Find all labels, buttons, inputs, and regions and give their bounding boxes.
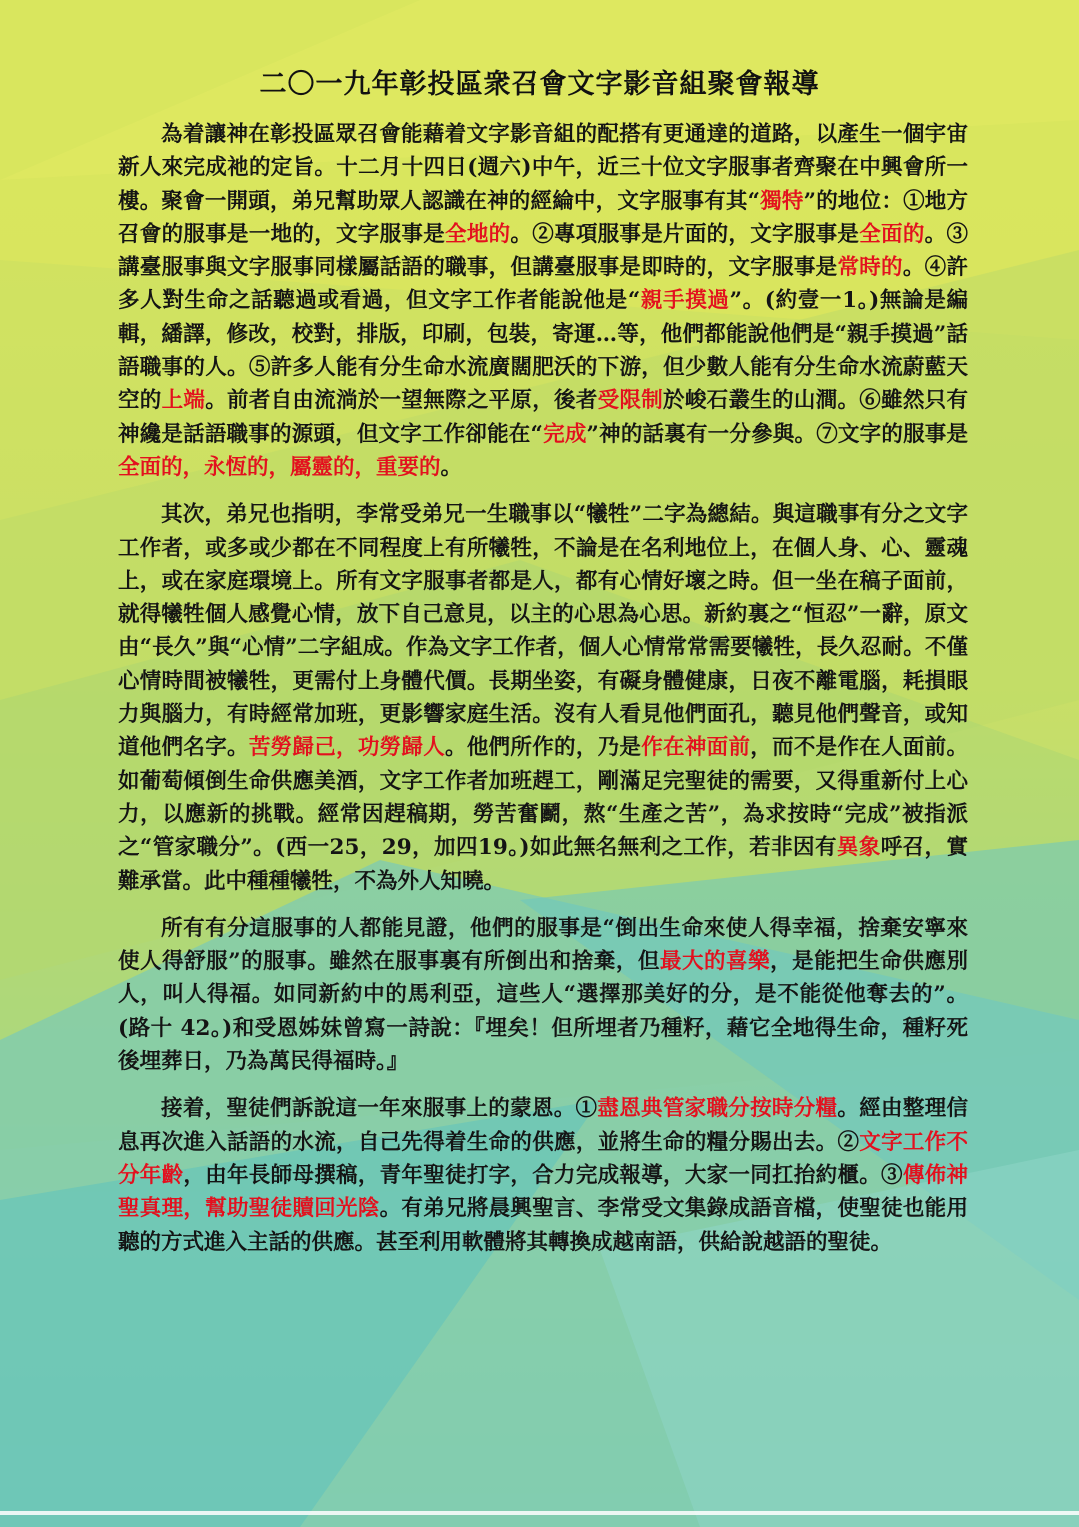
text-run: ，由年長師母撰稿，青年聖徒打字，合力完成報導，大家一同扛抬約櫃。③	[183, 1162, 903, 1188]
text-run: 。前者自由流淌於一望無際之平原，後者	[205, 388, 598, 414]
highlighted-text: 盡恩典管家職分按時分糧	[597, 1096, 838, 1122]
text-run: 為着讓神在彰投區眾召會能藉着文字影音組的配搭有更通達的道路，以產生一個宇宙新人來完成祂的定旨。十二月十四日(週六)中午，近三十位文字服事者齊聚在中興會所一樓。聚會一開頭，弟兄幫助眾人認識在神的經綸中，文字服事有其“	[118, 122, 968, 214]
text-run: 。②專項服事是片面的，文字服事是	[510, 221, 860, 247]
highlighted-text: 受限制	[597, 388, 664, 414]
highlighted-text: 傳佈神聖真理，幫助聖徒贖回光陰	[118, 1162, 968, 1222]
paragraph	[118, 1092, 968, 1258]
text-run: 。③講臺服事與文字服事同樣屬話語的職事，但講臺服事是即時的，文字服事是	[118, 221, 968, 281]
text-run: ，是能把生命供應別人，叫人得福。如同新約中的馬利亞，這些人“選擇那美好的分，是不能從他奪去的”。(路十 42。)和受恩姊妹曾寫一詩說：『埋矣！但所埋者乃種籽，藉它全地得生命，種籽死後埋葬日，乃為萬民得福時。』	[118, 949, 968, 1075]
text-run: 所有有分這服事的人都能見證，他們的服事是“倒出生命來使人得幸福，捨棄安寧來使人得舒服”的服事。雖然在服事裏有所倒出和捨棄，但	[118, 915, 968, 975]
highlighted-text: 苦勞歸己，功勞歸人	[248, 735, 446, 761]
paragraph	[118, 912, 968, 1078]
highlighted-text: 全面的，永恆的，屬靈的，重要的	[118, 454, 441, 480]
highlighted-text: 全面的	[859, 221, 925, 247]
text-run: ，而不是作在人面前。如葡萄傾倒生命供應美酒，文字工作者加班趕工，剛滿足完聖徒的需要，又得重新付上心力，以應新的挑戰。經常因趕稿期，勞苦奮鬬，熬“生產之苦”，為求按時“完成”被指派之“管家職分”。(西一25，29，加四19。)如此無名無利之工作，若非因有	[118, 735, 968, 861]
highlighted-text: 完成	[542, 421, 587, 447]
text-run: 其次，弟兄也指明，李常受弟兄一生職事以“犧牲”二字為總結。與這職事有分之文字工作者，或多或少都在不同程度上有所犧牲，不論是在名利地位上，在個人身、心、靈魂上，或在家庭環境上。所有文字服事者都是人，都有心情好壞之時。但一坐在稿子面前，就得犧牲個人感覺心情，放下自己意見，以主的心思為心思。新約裏之“恒忍”一辭，原文由“長久”與“心情”二字組成。作為文字工作者，個人心情常常需要犧牲，長久忍耐。不僅心情時間被犧牲，更需付上身體代價。長期坐姿，有礙身體健康，日夜不離電腦，耗損眼力與腦力，有時經常加班，更影響家庭生活。沒有人看見他們面孔，聽見他們聲音，或知道他們名字。	[118, 502, 968, 761]
paragraph	[118, 498, 968, 898]
text-run: ”的地位：①地方召會的服事是一地的，文字服事是	[118, 188, 968, 247]
paragraph	[118, 118, 968, 484]
page-title: 二〇一九年彰投區衆召會文字影音組聚會報導	[259, 69, 820, 100]
highlighted-text: 全地的	[445, 221, 511, 247]
highlighted-text: 作在神面前	[641, 735, 751, 761]
highlighted-text: 常時的	[837, 255, 903, 281]
highlighted-text: 獨特	[760, 188, 804, 214]
highlighted-text: 文字工作不分年齡	[118, 1129, 968, 1188]
text-run: 。有弟兄將晨興聖言、李常受文集錄成語音檔，使聖徒也能用聽的方式進入主話的供應。甚至利用軟體將其轉換成越南語，供給說越語的聖徒。	[118, 1196, 968, 1255]
highlighted-text: 上端	[161, 388, 206, 414]
text-run: 。④許多人對生命之話聽過或看過，但文字工作者能說他是“	[118, 255, 968, 314]
text-run: 。	[440, 454, 463, 480]
text-run: ”神的話裏有一分參與。⑦文字的服事是	[586, 421, 968, 447]
highlighted-text: 親手摸過	[640, 288, 730, 314]
text-run: 呼召，實難承當。此中種種犧牲，不為外人知曉。	[118, 835, 968, 894]
highlighted-text: 最大的喜樂	[659, 949, 771, 975]
text-run: 。經由整理信息再次進入話語的水流，自己先得着生命的供應，並將生命的糧分賜出去。②	[118, 1096, 968, 1155]
text-run: 於峻石叢生的山澗。⑥雖然只有神纔是話語職事的源頭，但文字工作卻能在“	[118, 388, 968, 447]
text-run: ”。(約壹一1。)無論是編輯，繙譯，修改，校對，排版，印刷，包裝，寄運…等，他們都能說他們是“親手摸過”話語職事的人。⑤許多人能有分生命水流廣闊肥沃的下游，但少數人能有分生命水流蔚藍天空的	[118, 288, 968, 414]
text-run: 接着，聖徒們訴說這一年來服事上的蒙恩。①	[161, 1096, 598, 1122]
article-body	[118, 118, 968, 1259]
text-run: 。他們所作的，乃是	[445, 735, 642, 761]
highlighted-text: 異象	[836, 835, 881, 861]
